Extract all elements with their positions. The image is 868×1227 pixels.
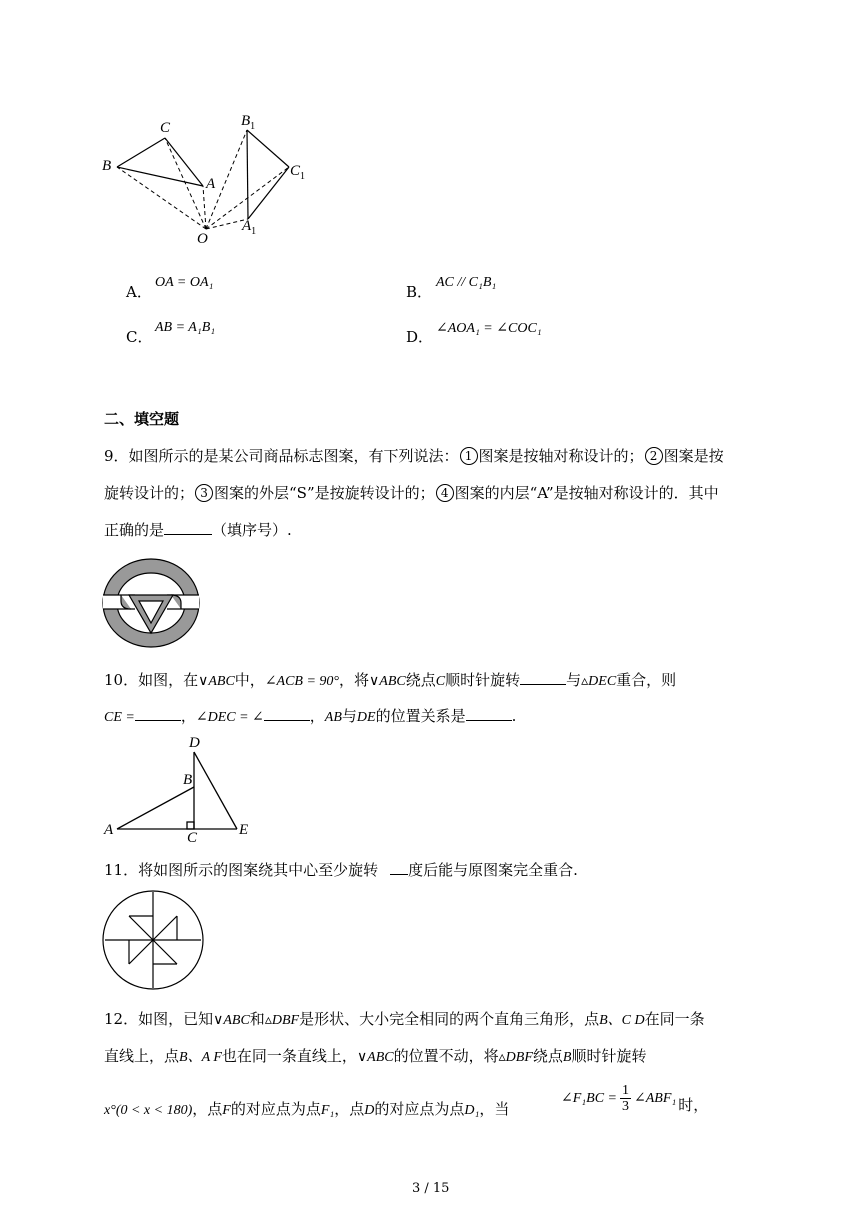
label-A1: $A_1$: [242, 218, 257, 237]
label-E-q10: E: [239, 822, 249, 838]
option-b-letter[interactable]: B．: [406, 283, 433, 301]
answer-blank-q10-angle[interactable]: [520, 670, 566, 685]
answer-blank-q10-ce[interactable]: [135, 706, 181, 721]
circled-3: 3: [195, 484, 213, 502]
label-B: B: [102, 158, 112, 174]
answer-blank-q11[interactable]: [390, 860, 408, 875]
q10-line2: CE = ，∠DEC = ∠ ，AB与DE的位置关系是 .: [104, 707, 517, 725]
pinwheel-figure-q11: [101, 889, 205, 991]
q11-text: 11．将如图所示的图案绕其中心至少旋转 度后能与原图案完全重合.: [104, 861, 578, 879]
label-B-q10: B: [183, 772, 193, 788]
q12-line2: 直线上，点B、A F也在同一条直线上，∨ABC的位置不动，将▵DBF绕点B顺时针旋转: [104, 1047, 647, 1065]
circled-1: 1: [460, 447, 478, 465]
label-O: O: [197, 231, 208, 247]
q12-line3: x°(0 < x < 180)，点F的对应点为点F₁，点D的对应点为点D₁，当: [104, 1100, 510, 1118]
answer-blank-q9[interactable]: [164, 520, 212, 535]
circled-4: 4: [436, 484, 454, 502]
company-logo-figure: [101, 557, 201, 649]
q12-condition: ∠F₁BC = $\frac{1}{3}$ ∠ABF₁ 时，: [561, 1083, 709, 1114]
label-D-q10: D: [189, 735, 200, 751]
page-number: 3 / 15: [412, 1181, 450, 1196]
option-c-letter[interactable]: C．: [126, 328, 153, 346]
section-heading: 二、填空题: [104, 410, 180, 428]
q12-line1: 12．如图，已知∨ABC和▵DBF是形状、大小完全相同的两个直角三角形，点B、C D在同一条: [104, 1010, 705, 1028]
label-C-q10: C: [187, 830, 198, 846]
label-A-q10: A: [104, 822, 114, 838]
circled-2: 2: [645, 447, 663, 465]
label-B1: $B_1$: [241, 113, 256, 132]
option-d-expr: ∠AOA₁ = ∠COC₁: [436, 321, 542, 336]
option-d-letter[interactable]: D．: [406, 328, 434, 346]
option-a-expr: OA = OA₁: [155, 275, 214, 290]
q10-line1: 10．如图，在∨ABC中，∠ACB = 90°，将∨ABC绕点C顺时针旋转 与▵DEC重合，则: [104, 671, 677, 689]
q9-line1: 9．如图所示的是某公司商品标志图案，有下列说法： 1 图案是按轴对称设计的； 2 图案是按: [104, 447, 724, 465]
q9-line2: 旋转设计的； 3 图案的外层“S”是按旋转设计的； 4 图案的内层“A”是按轴对称设计的．其中: [104, 484, 719, 502]
answer-blank-q10-dec[interactable]: [264, 706, 310, 721]
fraction-one-third: $\frac{1}{3}$: [622, 1083, 629, 1114]
option-c-expr: AB = A₁B₁: [155, 320, 216, 335]
label-C: C: [160, 120, 171, 136]
answer-blank-q10-relation[interactable]: [466, 706, 512, 721]
option-b-expr: AC // C₁B₁: [436, 275, 497, 290]
label-A: A: [206, 176, 216, 192]
option-a-letter[interactable]: A．: [126, 283, 152, 301]
q9-line3: 正确的是 （填序号）.: [104, 521, 292, 539]
label-C1: $C_1$: [290, 163, 306, 182]
